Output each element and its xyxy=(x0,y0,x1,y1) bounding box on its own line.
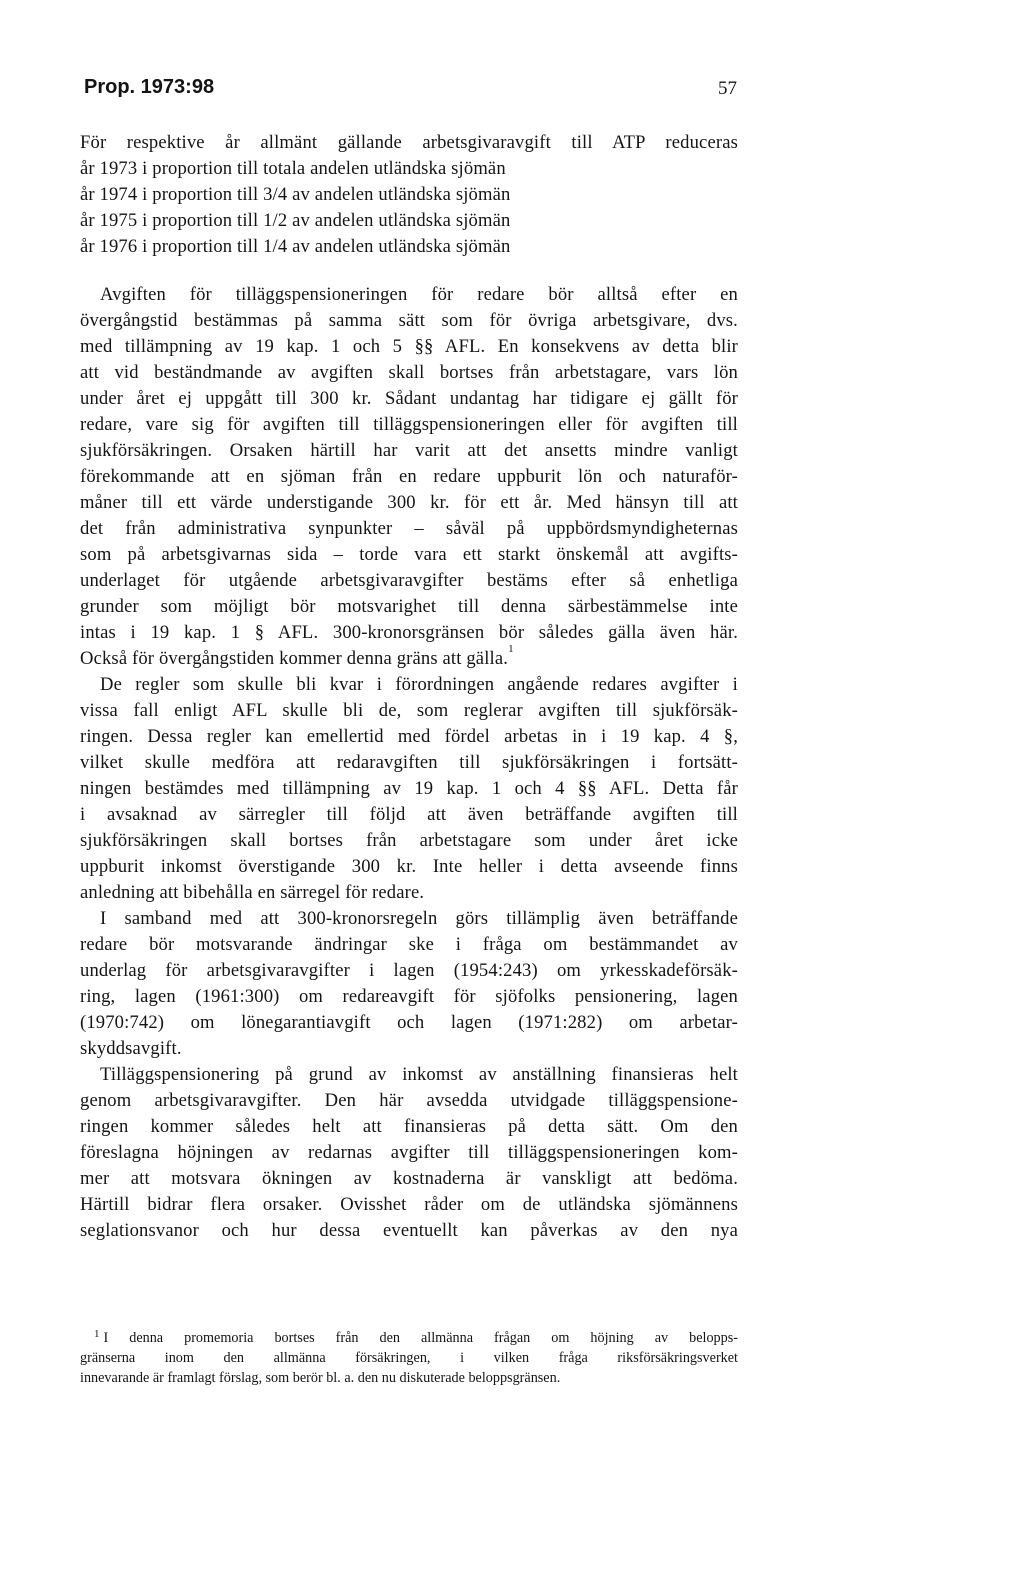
footnote-line: innevarande är framlagt förslag, som berör bl. a. den nu diskuterade beloppsgränsen. xyxy=(80,1370,561,1386)
text-line: förekommande att en sjöman från en redare uppburit lön och naturaför- xyxy=(80,466,738,487)
text-line: genom arbetsgivaravgifter. Den här avsedda utvidgade tilläggspensione- xyxy=(80,1090,738,1111)
proportion-list xyxy=(80,130,738,260)
text-line: I samband med att 300-kronorsregeln görs tillämplig även beträffande xyxy=(100,908,738,929)
text-line: underlaget för utgående arbetsgivaravgifter bestäms efter så enhetliga xyxy=(80,570,738,591)
text-line: ringen. Dessa regler kan emellertid med fördel arbetas in i 19 kap. 4 §, xyxy=(80,726,738,747)
text-line: år 1974 i proportion till 3/4 av andelen utländska sjömän xyxy=(80,184,511,205)
text-line: ringen kommer således helt att finansieras på detta sätt. Om den xyxy=(80,1116,738,1137)
footnote-reference: 1 xyxy=(508,643,514,655)
text-line: redare, vare sig för avgiften till tilläggspensioneringen eller för avgiften till xyxy=(80,414,738,435)
text-line: under året ej uppgått till 300 kr. Sådant undantag har tidigare ej gällt för xyxy=(80,388,738,409)
footnote-text: I denna promemoria bortses från den allmänna frågan om höjning av belopps- xyxy=(103,1330,738,1346)
footnote-line xyxy=(80,1328,738,1348)
running-header: Prop. 1973:98 xyxy=(84,76,215,98)
paragraph-1 xyxy=(80,282,738,1244)
footnote-line: gränserna inom den allmänna försäkringen, i vilken fråga riksförsäkringsverket xyxy=(80,1350,738,1366)
text-line: Härtill bidrar flera orsaker. Ovisshet råder om de utländska sjömännens xyxy=(80,1194,738,1215)
text-line: seglationsvanor och hur dessa eventuellt kan påverkas av den nya xyxy=(80,1220,738,1241)
text-line: i avsaknad av särregler till följd att även beträffande avgiften till xyxy=(80,804,738,825)
text-line: det från administrativa synpunkter – såväl på uppbördsmyndigheternas xyxy=(80,518,738,539)
text-line: Avgiften för tilläggspensioneringen för redare bör alltså efter en xyxy=(100,284,738,305)
text-line: övergångstid bestämmas på samma sätt som för övriga arbetsgivare, dvs. xyxy=(80,310,738,331)
text-line: anledning att bibehålla en särregel för redare. xyxy=(80,882,425,903)
text-line: Tilläggspensionering på grund av inkomst av anställning finansieras helt xyxy=(100,1064,738,1085)
text-line: år 1975 i proportion till 1/2 av andelen utländska sjömän xyxy=(80,210,511,231)
text-line: föreslagna höjningen av redarnas avgifter till tilläggspensioneringen kom- xyxy=(80,1142,738,1163)
text-line: med tillämpning av 19 kap. 1 och 5 §§ AFL. En konsekvens av detta blir xyxy=(80,336,738,357)
text-line: sjukförsäkringen skall bortses från arbetstagare som under året icke xyxy=(80,830,738,851)
text-line: år 1976 i proportion till 1/4 av andelen utländska sjömän xyxy=(80,236,511,257)
text-line: intas i 19 kap. 1 § AFL. 300-kronorsgränsen bör således gälla även här. xyxy=(80,622,738,643)
text-line: år 1973 i proportion till totala andelen utländska sjömän xyxy=(80,158,506,179)
text-line: (1970:742) om lönegarantiavgift och lagen (1971:282) om arbetar- xyxy=(80,1012,738,1033)
page-number: 57 xyxy=(718,78,737,99)
text-line: vissa fall enligt AFL skulle bli de, som reglerar avgiften till sjukförsäk- xyxy=(80,700,738,721)
text-line: sjukförsäkringen. Orsaken härtill har varit att det ansetts mindre vanligt xyxy=(80,440,738,461)
text-line: De regler som skulle bli kvar i förordningen angående redares avgifter i xyxy=(100,674,738,695)
text-line: vilket skulle medföra att redaravgiften till sjukförsäkringen i fortsätt- xyxy=(80,752,738,773)
text-line: underlag för arbetsgivaravgifter i lagen (1954:243) om yrkesskadeförsäk- xyxy=(80,960,738,981)
text-line: För respektive år allmänt gällande arbetsgivaravgift till ATP reduceras xyxy=(80,132,738,153)
footnote-marker: 1 xyxy=(94,1328,100,1340)
footnote xyxy=(80,1328,738,1388)
text-line: uppburit inkomst överstigande 300 kr. Inte heller i detta avseende finns xyxy=(80,856,738,877)
text-line: mer att motsvara ökningen av kostnaderna är vanskligt att bedöma. xyxy=(80,1168,738,1189)
text-line: som på arbetsgivarnas sida – torde vara ett starkt önskemål att avgifts- xyxy=(80,544,738,565)
text-line: ring, lagen (1961:300) om redareavgift för sjöfolks pensionering, lagen xyxy=(80,986,738,1007)
text-line: skyddsavgift. xyxy=(80,1038,182,1059)
text-line: ningen bestämdes med tillämpning av 19 kap. 1 och 4 §§ AFL. Detta får xyxy=(80,778,738,799)
text-line: redare bör motsvarande ändringar ske i fråga om bestämmandet av xyxy=(80,934,738,955)
text-line xyxy=(80,643,738,672)
text-line: grunder som möjligt bör motsvarighet till denna särbestämmelse inte xyxy=(80,596,738,617)
text-line: måner till ett värde understigande 300 kr. för ett år. Med hänsyn till att xyxy=(80,492,738,513)
text-line: att vid beständmande av avgiften skall bortses från arbetstagare, vars lön xyxy=(80,362,738,383)
text-span: Också för övergångstiden kommer denna gräns att gälla. xyxy=(80,648,509,669)
